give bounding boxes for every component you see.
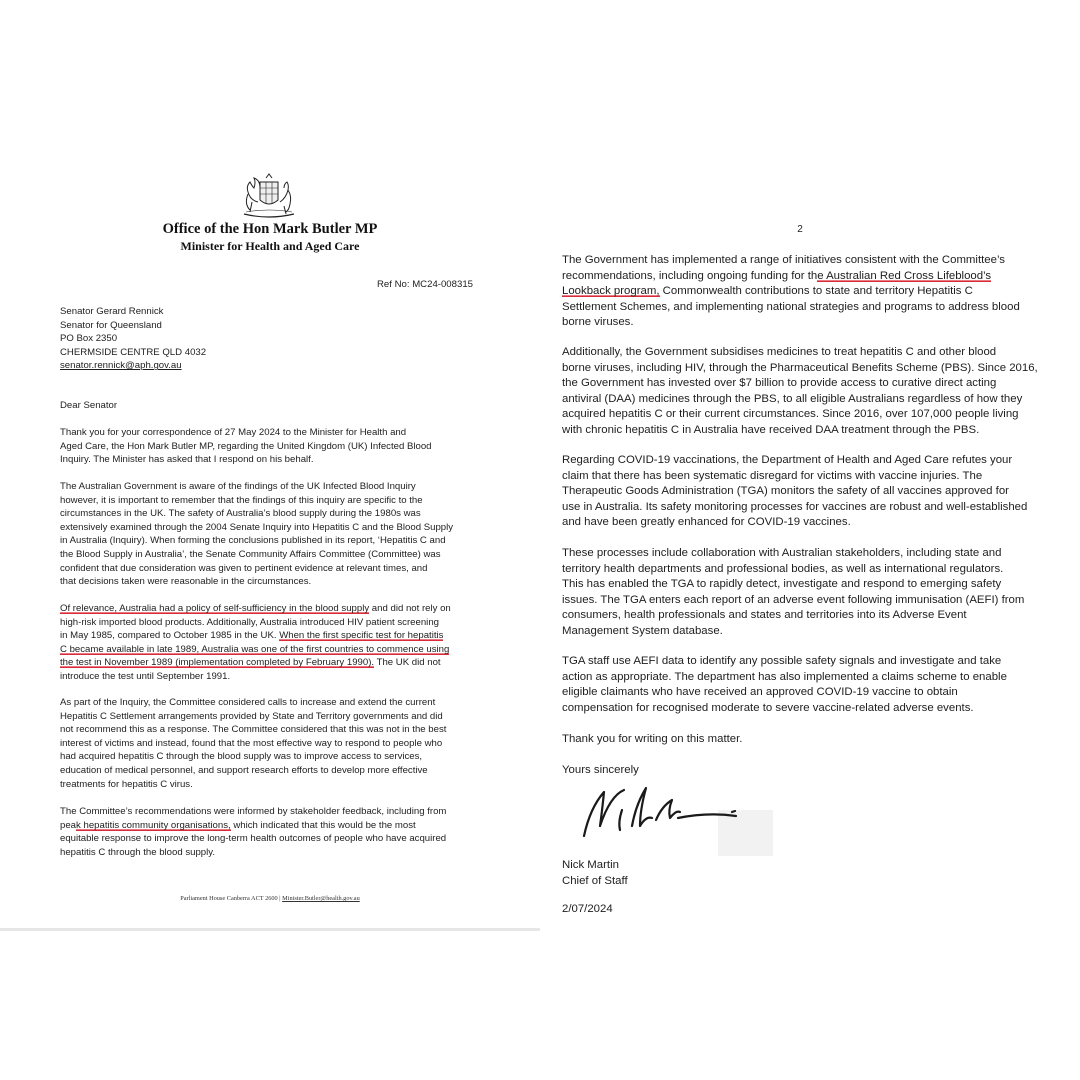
letter-page-2 xyxy=(548,150,1080,930)
text-line: that decisions taken were reasonable in the circumstances. xyxy=(60,576,312,588)
text-line: The Committee’s recommendations were informed by stakeholder feedback, including from xyxy=(60,806,447,817)
text-line: territory health departments and professional bodies, as well as international regulators. xyxy=(562,562,1004,575)
text-line: education of medical personnel, and support research efforts to develop more effective xyxy=(60,764,428,776)
text-line: equitable response to improve the long-term health outcomes of people who have acquired xyxy=(60,833,447,845)
highlighted-paragraph xyxy=(60,602,485,684)
paragraph xyxy=(60,426,485,467)
text-line: TGA staff use AEFI data to identify any possible safety signals and investigate and take xyxy=(562,655,1002,667)
salutation: Dear Senator xyxy=(60,400,118,411)
text-line: Of relevance, Australia had a policy of self-sufficiency in the blood supply and did not rely on xyxy=(60,603,451,614)
signer-block xyxy=(562,858,628,889)
text-line: Lookback program, Commonwealth contributions to state and territory Hepatitis C xyxy=(562,285,973,298)
recipient-address xyxy=(60,305,206,373)
text-line: in Australia (Inquiry). When forming the conclusions published in its report, ‘Hepatitis C and xyxy=(60,535,446,547)
office-role: Minister for Health and Aged Care xyxy=(180,239,360,253)
text-line: in May 1985, compared to October 1985 in the UK. When the first specific test for hepatitis xyxy=(60,630,444,642)
text-line: the test in November 1989 (implementation completed by February 1990). The UK did not xyxy=(60,657,441,669)
text-line: recommendations, including ongoing funding for the Australian Red Cross Lifeblood’s xyxy=(562,269,992,282)
text-line: use in Australia. Its safety monitoring processes for vaccines are robust and well-established xyxy=(562,500,1028,513)
text-line: extensively examined through the 2004 Senate Inquiry into Hepatitis C and the Blood Supply xyxy=(60,521,454,533)
text-line: Additionally, the Government subsidises medicines to treat hepatitis C and other blood xyxy=(562,346,997,358)
paragraph xyxy=(60,805,485,859)
text-line: treatments for hepatitis C virus. xyxy=(60,778,193,790)
text-line: antiviral (DAA) medicines through the PBS, to all eligible Australians regardless of how they xyxy=(562,392,1023,405)
text-line: the Blood Supply in Australia’, the Senate Community Affairs Committee (Committee) was xyxy=(60,548,441,560)
closing-line: Thank you for writing on this matter. xyxy=(562,733,743,745)
page-footer: Parliament House Canberra ACT 2600 | Minister.Butler@health.gov.au xyxy=(180,895,360,902)
highlighted-text: e Australian Red Cross Lifeblood’s xyxy=(817,269,992,282)
text-line: These processes include collaboration with Australian stakeholders, including state and xyxy=(562,547,1002,559)
paragraph xyxy=(562,345,1052,439)
letter-page-1 xyxy=(0,150,540,931)
text-line: action as appropriate. The department has also implemented a claims scheme to enable xyxy=(562,670,1007,683)
address-line: PO Box 2350 xyxy=(60,333,118,345)
text-line: with chronic hepatitis C in Australia have received DAA treatment through the PBS. xyxy=(562,423,980,436)
text-line: introduce the test until September 1991. xyxy=(60,670,231,682)
text-line: borne viruses. xyxy=(562,316,634,329)
text-line: Settlement Schemes, and implementing national strategies and programs to address blood xyxy=(562,300,1020,313)
highlighted-text: k hepatitis community organisations, xyxy=(76,819,231,831)
footer-email-link[interactable]: Minister.Butler@health.gov.au xyxy=(282,895,360,902)
signer-title: Chief of Staff xyxy=(562,874,628,887)
text-line xyxy=(60,643,485,657)
highlighted-text: When the first specific test for hepatitis xyxy=(279,630,444,642)
text-line: This has enabled the TGA to rapidly detect, investigate and respond to emerging safety xyxy=(562,578,1002,591)
text-line: the Government has invested over $7 billion to provide access to curative direct acting xyxy=(562,377,997,390)
text-line: circumstances in the UK. The safety of Australia’s blood supply during the 1980s was xyxy=(60,508,421,520)
office-name: Office of the Hon Mark Butler MP xyxy=(162,221,378,237)
recipient-email-link[interactable]: senator.rennick@aph.gov.au xyxy=(60,360,182,372)
address-line: CHERMSIDE CENTRE QLD 4032 xyxy=(60,346,207,358)
address-line: Senator Gerard Rennick xyxy=(60,306,164,317)
text-line: Regarding COVID-19 vaccinations, the Department of Health and Aged Care refutes your xyxy=(562,454,1013,466)
text-line: Hepatitis C Settlement arrangements provided by State and Territory governments and did xyxy=(60,710,443,722)
text-line: acquired hepatitis C or their current circumstances. Since 2016, over 107,000 people living xyxy=(562,408,1019,421)
text-line: claim that there has been systematic disregard for victims with vaccine injuries. The xyxy=(562,469,983,482)
text-line: confident that due consideration was given to pertinent evidence at relevant times, and xyxy=(60,562,428,574)
text-line: high-risk imported blood products. Additionally, Australia introduced HIV patient screening xyxy=(60,616,439,628)
text-line: The Australian Government is aware of the findings of the UK Infected Blood Inquiry xyxy=(60,481,416,492)
highlighted-text: Lookback program, xyxy=(562,285,660,298)
page-number: 2 xyxy=(797,224,803,235)
text-line: consumers, health professionals and states and territories into its Adverse Event xyxy=(562,609,967,622)
paragraph xyxy=(60,696,485,791)
paragraph xyxy=(562,546,1052,640)
text-line: As part of the Inquiry, the Committee considered calls to increase and extend the current xyxy=(60,697,436,708)
signer-name: Nick Martin xyxy=(562,859,619,871)
text-line: peak hepatitis community organisations, which indicated that this would be the most xyxy=(60,819,416,831)
handwritten-signature xyxy=(578,780,778,860)
signoff: Yours sincerely xyxy=(562,764,639,776)
paragraph xyxy=(60,480,485,589)
text-line: Thank you for your correspondence of 27 May 2024 to the Minister for Health and xyxy=(60,427,407,438)
paragraph xyxy=(562,654,1052,716)
text-line: compensation for recognised moderate to severe vaccine-related adverse events. xyxy=(562,701,974,714)
text-line: Aged Care, the Hon Mark Butler MP, regarding the United Kingdom (UK) Infected Blood xyxy=(60,440,432,452)
text-line: interest of victims and instead, found that the most effective way to respond to people who xyxy=(60,737,443,749)
paragraph xyxy=(562,453,1052,531)
text-line: not recommend this as a response. The Committee considered that this was not in the best xyxy=(60,724,447,736)
text-line: issues. The TGA enters each report of an adverse event following immunisation (AEFI) from xyxy=(562,593,1025,606)
reference-number: Ref No: MC24-008315 xyxy=(377,279,473,290)
text-line: however, it is important to remember that the findings of this inquiry are specific to the xyxy=(60,494,423,506)
text-line: borne viruses, including HIV, through the Pharmaceutical Benefits Scheme (PBS). Since 2016, xyxy=(562,361,1038,374)
text-line: had acquired hepatitis C through the blood supply was to improve access to services, xyxy=(60,751,423,763)
highlighted-text: Of relevance, Australia had a policy of self-sufficiency in the blood supply xyxy=(60,603,370,614)
text-line: The Government has implemented a range of initiatives consistent with the Committee’s xyxy=(562,254,1005,266)
text-line: Inquiry. The Minister has asked that I respond on his behalf. xyxy=(60,454,314,466)
text-line: and have been greatly enhanced for COVID-19 vaccines. xyxy=(562,516,851,529)
text-line: Therapeutic Goods Administration (TGA) monitors the safety of all vaccines approved for xyxy=(562,485,1009,498)
text-line: Management System database. xyxy=(562,624,723,637)
coat-of-arms-icon xyxy=(236,172,302,220)
text-line: eligible claimants who have received an approved COVID-19 vaccine to obtain xyxy=(562,686,958,699)
text-line: hepatitis C through the blood supply. xyxy=(60,846,216,858)
address-line: Senator for Queensland xyxy=(60,319,162,331)
highlighted-text: the test in November 1989 (implementation completed by February 1990). xyxy=(60,657,375,669)
highlighted-text: C became available in late 1989, Australia was one of the first countries to commence using xyxy=(60,643,450,655)
highlighted-paragraph xyxy=(562,253,1052,331)
letter-date: 2/07/2024 xyxy=(562,903,613,915)
